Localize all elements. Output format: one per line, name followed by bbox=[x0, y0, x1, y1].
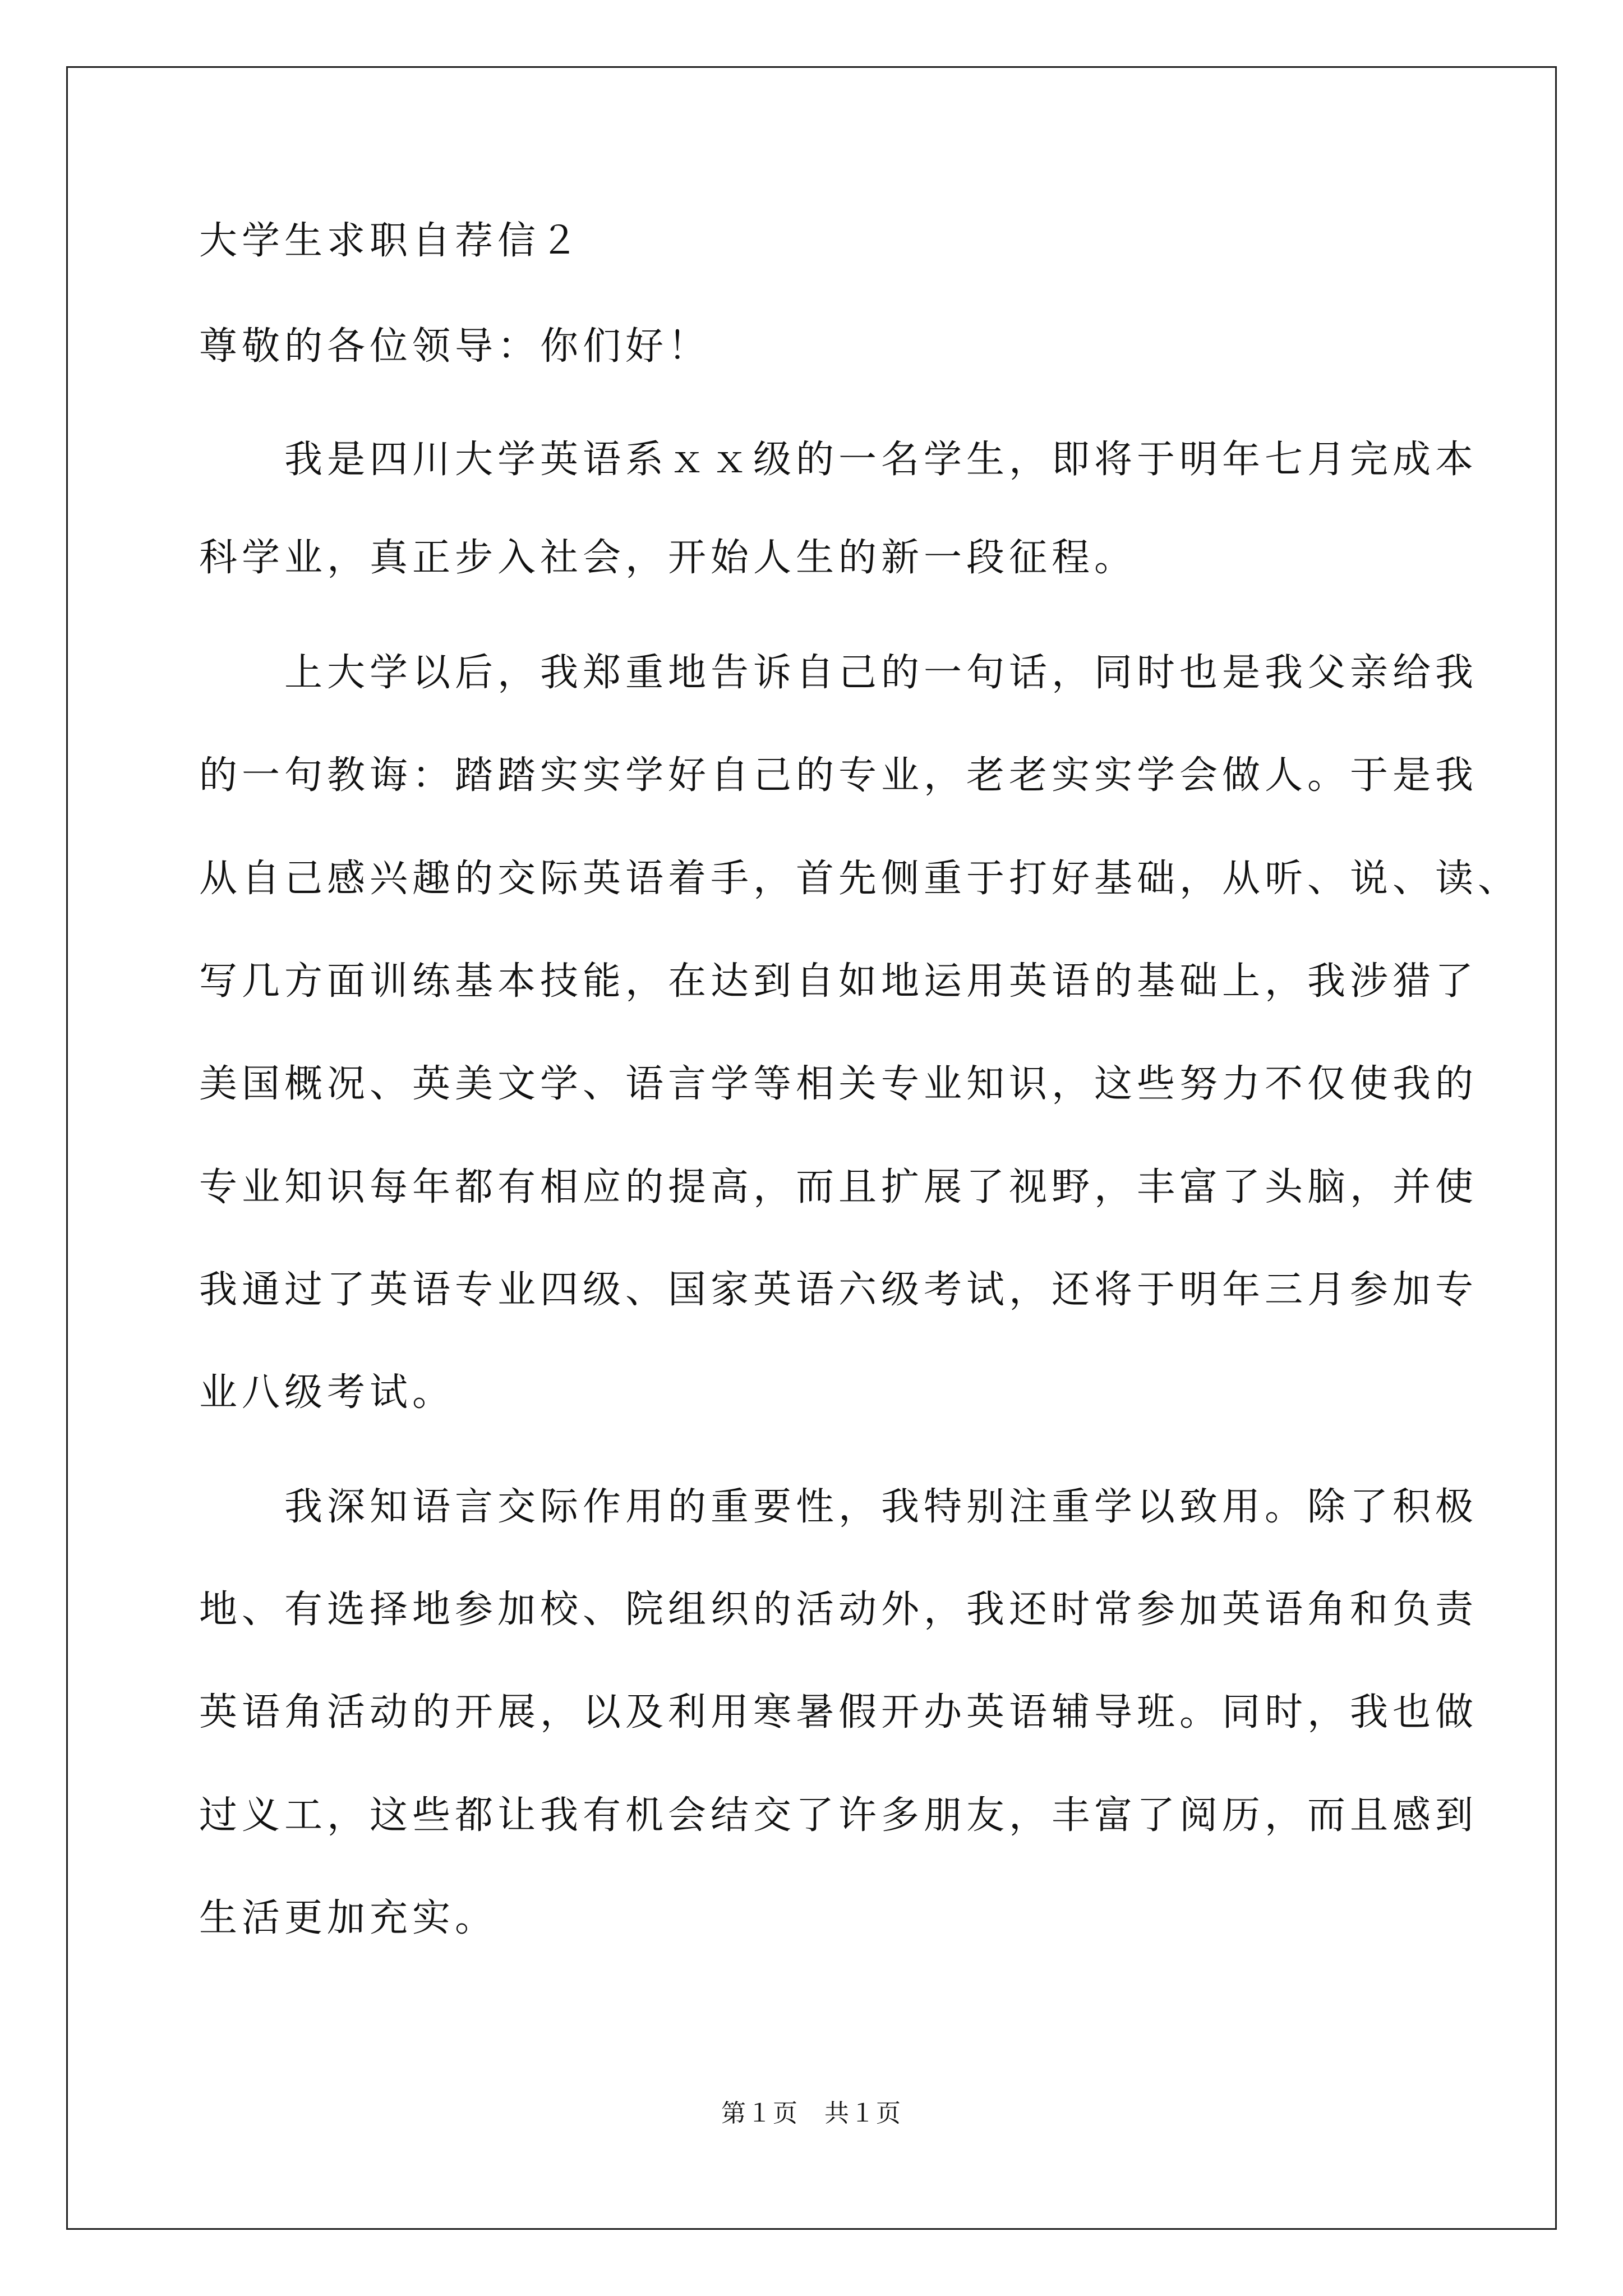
body-line: 的一句教诲：踏踏实实学好自己的专业，老老实实学会做人。于是我 bbox=[199, 753, 1478, 798]
body-line: 我深知语言交际作用的重要性，我特别注重学以致用。除了积极 bbox=[199, 1485, 1478, 1529]
body-line: 写几方面训练基本技能，在达到自如地运用英语的基础上，我涉猎了 bbox=[199, 959, 1478, 1004]
body-line: 英语角活动的开展，以及利用寒暑假开办英语辅导班。同时，我也做 bbox=[199, 1690, 1478, 1734]
document-title: 大学生求职自荐信２ bbox=[199, 219, 583, 263]
body-line: 地、有选择地参加校、院组织的活动外，我还时常参加英语角和负责 bbox=[199, 1588, 1478, 1632]
body-line: 美国概况、英美文学、语言学等相关专业知识，这些努力不仅使我的 bbox=[199, 1062, 1478, 1106]
body-line: 从自己感兴趣的交际英语着手，首先侧重于打好基础，从听、说、读、 bbox=[199, 857, 1521, 901]
body-line: 我是四川大学英语系ｘｘ级的一名学生，即将于明年七月完成本 bbox=[199, 438, 1478, 482]
body-line: 我通过了英语专业四级、国家英语六级考试，还将于明年三月参加专 bbox=[199, 1268, 1478, 1312]
body-line: 过义工，这些都让我有机会结交了许多朋友，丰富了阅历，而且感到 bbox=[199, 1793, 1478, 1838]
body-line: 业八级考试。 bbox=[199, 1370, 455, 1415]
body-line: 生活更加充实。 bbox=[199, 1896, 498, 1940]
body-line: 上大学以后，我郑重地告诉自己的一句话，同时也是我父亲给我 bbox=[199, 651, 1478, 695]
page-footer: 第１页 共１页 bbox=[721, 2099, 902, 2128]
body-line: 专业知识每年都有相应的提高，而且扩展了视野，丰富了头脑，并使 bbox=[199, 1165, 1478, 1209]
salutation: 尊敬的各位领导：你们好！ bbox=[199, 324, 711, 369]
body-line: 科学业，真正步入社会，开始人生的新一段征程。 bbox=[199, 536, 1137, 580]
